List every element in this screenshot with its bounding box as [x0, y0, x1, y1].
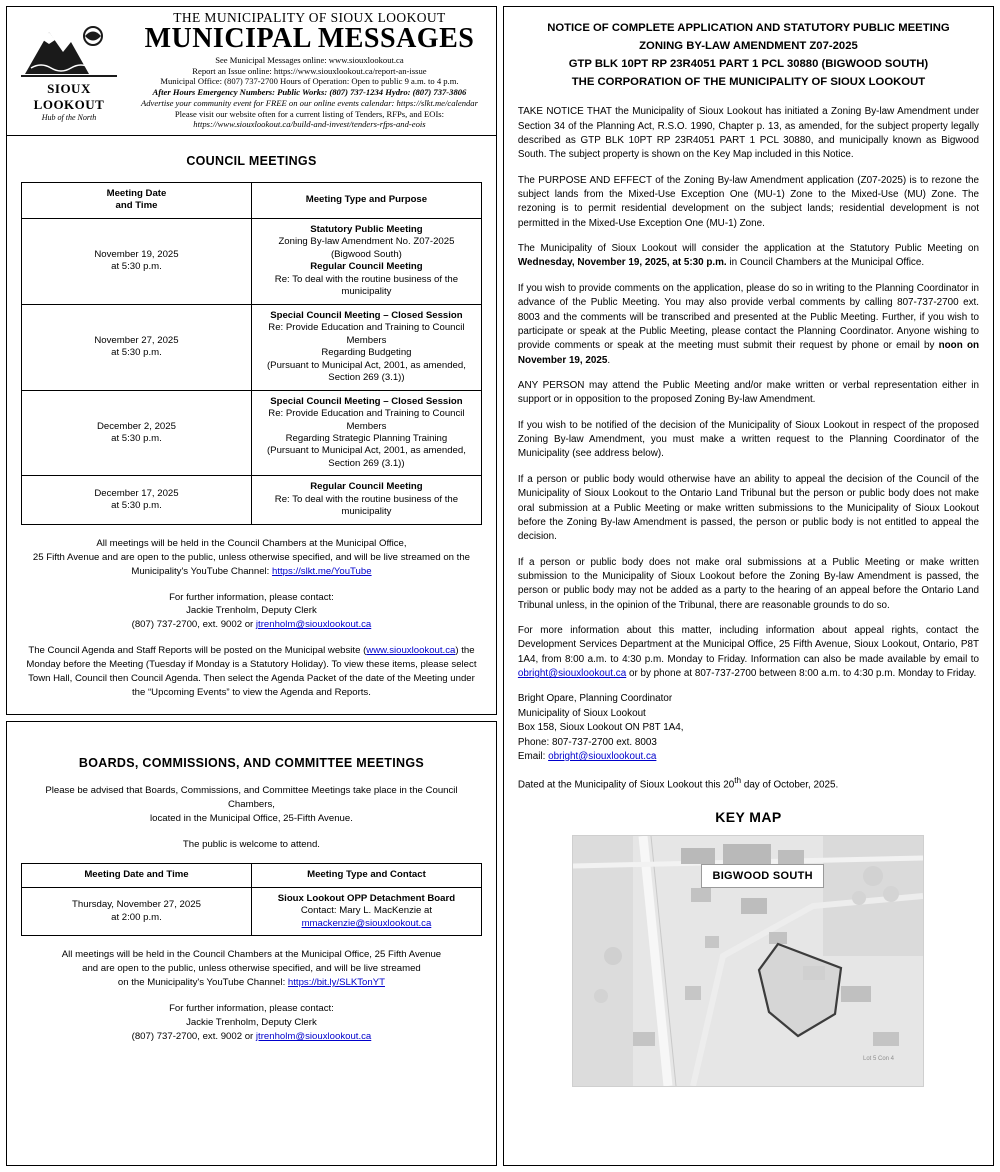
- masthead-detail-1: Report an Issue online: https://www.siouxlookout.ca/report-an-issue: [192, 65, 427, 76]
- council-contact-block: [25, 591, 478, 633]
- boards-meetings-table: [21, 863, 482, 936]
- address-line: Bright Opare, Planning Coordinator: [517, 693, 673, 705]
- col-header-date: Meeting Date and Time: [22, 864, 252, 887]
- notice-heading-line: NOTICE OF COMPLETE APPLICATION AND STATUTORY PUBLIC MEETING: [547, 22, 950, 34]
- col-header-date-l1: Meeting Date: [106, 188, 167, 199]
- col-header-type: Meeting Type and Purpose: [251, 183, 481, 219]
- address-line: Box 158, Sioux Lookout ON P8T 1A4,: [517, 722, 684, 734]
- masthead-detail-3: After Hours Emergency Numbers: Public Works: (807) 737-1234 Hydro: (807) 737-3806: [152, 87, 467, 98]
- para-text: For more information about this matter, including information about appeal rights, contact the Development Services Department at the Municipal Office, 25 Fifth Avenue, Sioux Lookout, Ontario, P8T 1A4, from 8:00 a.m. to 4:30 p.m. Monday to Friday. Information can also be made available by email to: [517, 625, 979, 665]
- key-map-title: KEY MAP: [715, 808, 782, 825]
- masthead-details: [129, 55, 490, 130]
- col-header-date: [22, 183, 252, 219]
- meeting-datetime-emphasis: Wednesday, November 19, 2025, at 5:30 p.m.: [517, 257, 727, 269]
- intro-line: Please be advised that Boards, Commissions, and Committee Meetings take place in the Council Chambers,: [45, 784, 458, 810]
- purpose-line: Re: Provide Education and Training to Council Members: [268, 408, 465, 432]
- address-line: Municipality of Sioux Lookout: [517, 707, 646, 719]
- note-line: [25, 565, 478, 579]
- dated-ordinal: th: [734, 776, 742, 786]
- cell-type-contact: [251, 887, 481, 935]
- note-line: [25, 976, 478, 990]
- time-line: at 2:00 p.m.: [111, 911, 162, 923]
- purpose-line: Regular Council Meeting: [310, 481, 423, 493]
- masthead-detail-4: Advertise your community event for FREE on our online events calendar: https://slkt.me/calendar: [140, 97, 478, 108]
- para-text: or by phone at 807-737-2700 between 8:00 a.m. to 4:30 p.m. Monday to Friday.: [626, 668, 977, 680]
- masthead-line-1: THE MUNICIPALITY OF SIOUX LOOKOUT: [173, 9, 446, 25]
- dated-text: day of October, 2025.: [741, 779, 839, 791]
- purpose-line: (Bigwood South): [330, 248, 402, 260]
- agenda-line: Monday before the Meeting (Tuesday if Monday is a Statutory Holiday). To view these items, please select: [26, 659, 477, 671]
- contact-intro: For further information, please contact:: [169, 1003, 334, 1015]
- svg-text:Lot 5 Con 4: Lot 5 Con 4: [863, 1055, 895, 1062]
- contact-prefix: Contact: Mary L. MacKenzie at: [300, 905, 433, 917]
- para-text: The Municipality of Sioux Lookout will consider the application at the Statutory Public Meeting on: [517, 243, 979, 255]
- municipal-website-link[interactable]: www.siouxlookout.ca: [366, 645, 456, 657]
- municipal-logo: [13, 18, 125, 122]
- notice-dated-line: [518, 775, 979, 793]
- council-meetings-table: [21, 182, 482, 525]
- boards-welcome: The public is welcome to attend.: [182, 838, 320, 850]
- masthead-detail-2: Municipal Office: (807) 737-2700 Hours of Operation: Open to public 9 a.m. to 4 p.m.: [160, 76, 459, 87]
- agenda-line: [25, 644, 478, 658]
- boards-intro: [25, 784, 478, 826]
- masthead: [6, 6, 497, 136]
- board-name: Sioux Lookout OPP Detachment Board: [277, 892, 456, 904]
- purpose-line: (Pursuant to Municipal Act, 2001, as amended, Section 269 (3.1)): [266, 445, 466, 469]
- coordinator-email-link[interactable]: obright@siouxlookout.ca: [548, 750, 657, 762]
- cell-purpose: [251, 218, 481, 304]
- date-line: November 19, 2025: [94, 248, 179, 260]
- board-contact: [256, 905, 477, 930]
- notice-paragraph-5: ANY PERSON may attend the Public Meeting and/or make written or verbal representation either in support or in opposition to the proposed Zoning By-law Amendment.: [517, 380, 979, 406]
- time-line: at 5:30 p.m.: [111, 261, 162, 273]
- council-meetings-title: COUNCIL MEETINGS: [186, 154, 317, 168]
- notice-paragraph-9: [518, 624, 979, 681]
- col-header-type: Meeting Type and Contact: [251, 864, 481, 887]
- council-meetings-panel: [6, 136, 497, 715]
- purpose-line: Regular Council Meeting: [310, 261, 423, 273]
- planning-coordinator-email-link[interactable]: obright@siouxlookout.ca: [517, 668, 627, 680]
- col-header-date-l2: and Time: [115, 200, 158, 212]
- notice-paragraph-1: TAKE NOTICE THAT the Municipality of Sioux Lookout has initiated a Zoning By-law Amendment under Section 34 of the Planning Act, R.S.O. 1990, Chapter p. 13, as amended, for the subject property legally described as GTP BLK 10PT RP 23R4051 PART 1 PCL 30880, and municipally known as Bigwood South. The subject property is shown on the Key Map included in this Notice.: [517, 106, 979, 161]
- cell-date: [22, 304, 252, 390]
- key-map-image: [572, 835, 924, 1087]
- time-line: at 5:30 p.m.: [111, 432, 162, 444]
- boards-committees-panel: [6, 721, 497, 1166]
- boards-committees-title: BOARDS, COMMISSIONS, AND COMMITTEE MEETINGS: [78, 755, 424, 770]
- table-row: [22, 304, 482, 390]
- time-line: at 5:30 p.m.: [111, 347, 162, 359]
- key-map-container: [518, 835, 979, 1087]
- council-live-stream-note: [25, 537, 478, 579]
- youtube-channel-link[interactable]: https://slkt.me/YouTube: [272, 565, 372, 577]
- purpose-line: Special Council Meeting – Closed Session: [270, 395, 463, 407]
- purpose-line: Regarding Budgeting: [321, 347, 412, 359]
- notice-heading-line: GTP BLK 10PT RP 23R4051 PART 1 PCL 30880 (BIGWOOD SOUTH): [568, 58, 929, 71]
- purpose-line: (Pursuant to Municipal Act, 2001, as amended, Section 269 (3.1)): [266, 359, 466, 384]
- contact-name: Jackie Trenholm, Deputy Clerk: [186, 1016, 317, 1028]
- date-line: Thursday, November 27, 2025: [72, 899, 201, 911]
- key-map-parcel-label: BIGWOOD SOUTH: [701, 864, 823, 888]
- cell-purpose: [251, 476, 481, 524]
- note-line: All meetings will be held in the Council Chambers at the Municipal Office,: [96, 537, 407, 549]
- agenda-line: the “Upcoming Events” to view the Agenda and Reports.: [131, 686, 371, 698]
- boards-live-stream-note: [25, 948, 478, 990]
- cell-purpose: [251, 390, 481, 476]
- note-line: and are open to the public, unless otherwise specified, and will be live streamed: [82, 963, 421, 975]
- note-label: Municipality's YouTube Channel:: [131, 565, 273, 577]
- purpose-line: Re: To deal with the routine business of the municipality: [274, 493, 459, 518]
- logo-wordmark: SIOUX LOOKOUT: [33, 81, 105, 112]
- date-line: November 27, 2025: [94, 334, 179, 346]
- masthead-text: [125, 10, 490, 130]
- purpose-line: Special Council Meeting – Closed Session: [270, 309, 463, 321]
- agenda-text: ) the: [455, 645, 475, 657]
- agenda-text: The Council Agenda and Staff Reports will be posted on the Municipal website (: [28, 645, 367, 657]
- para-text: in Council Chambers at the Municipal Office.: [726, 257, 925, 269]
- masthead-detail-5: Please visit our website often for a current listing of Tenders, RFPs, and EOIs:: [174, 108, 445, 119]
- note-label: on the Municipality's YouTube Channel:: [117, 977, 288, 989]
- cell-date: [22, 390, 252, 476]
- board-contact-email-link[interactable]: mmackenzie@siouxlookout.ca: [301, 917, 432, 929]
- intro-line: located in the Municipal Office, 25-Fifth Avenue.: [150, 812, 353, 824]
- date-line: December 2, 2025: [97, 420, 176, 432]
- public-notice-panel: [503, 6, 994, 1166]
- notice-paragraph-3: [518, 242, 979, 271]
- date-line: December 17, 2025: [94, 487, 179, 499]
- email-label: Email:: [517, 750, 549, 762]
- logo-mountain-icon: [19, 18, 119, 80]
- masthead-line-2: MUNICIPAL MESSAGES: [144, 22, 475, 54]
- para-text: If you wish to provide comments on the application, please do so in writing to the Planning Coordinator in advance of the Public Meeting. You may also provide verbal comments by calling 807-737-2700 ext. 8003 and the comments will be transcribed and presented at the Public Meeting. Further, if you wish to participate or speak at the Public Meeting, please contact the Planning Coordinator. Anyone wishing to provide comments or speak at the meeting must submit their request by phone or email by: [517, 282, 979, 352]
- para-text: .: [607, 354, 611, 366]
- boards-youtube-link[interactable]: https://bit.ly/SLKTonYT: [287, 977, 385, 989]
- boards-contact-block: [25, 1002, 478, 1044]
- cell-purpose: [251, 304, 481, 390]
- table-row: [22, 887, 482, 935]
- notice-contact-address: [518, 692, 979, 764]
- boards-clerk-email-link[interactable]: jtrenholm@siouxlookout.ca: [255, 1030, 372, 1042]
- masthead-detail-6: https://www.siouxlookout.ca/build-and-invest/tenders-rfps-and-eois: [193, 119, 426, 130]
- purpose-line: Re: Provide Education and Training to Council Members: [268, 322, 465, 346]
- purpose-line: Re: To deal with the routine business of the municipality: [274, 273, 459, 298]
- contact-line: [25, 618, 478, 632]
- table-row: [22, 218, 482, 304]
- cell-date: [22, 476, 252, 524]
- left-column: [6, 6, 497, 1166]
- notice-paragraph-8: If a person or public body does not make oral submissions at a Public Meeting or make written submission to the Municipality of Sioux Lookout before the Zoning By-law Amendment is passed, the person or public body may not be added as a party to the hearing of an appeal before the Ontario Land Tribunal unless, in the opinion of the Tribunal, there are reasonable grounds to do so.: [517, 556, 979, 611]
- table-row: [22, 476, 482, 524]
- note-line: All meetings will be held in the Council Chambers at the Municipal Office, 25 Fifth Avenue: [61, 949, 442, 961]
- deputy-clerk-email-link[interactable]: jtrenholm@siouxlookout.ca: [255, 619, 372, 631]
- notice-paragraph-2: The PURPOSE AND EFFECT of the Zoning By-law Amendment application (Z07-2025) is to rezone the subject lands from the Mixed-Use Exception One (MU-1) Zone to the Mixed-Use (MU) Zone. The rezoning is to permit residential development on the subject lands; residential development is not permitted in the Mixed-Use Exception One (MU-1) Zone.: [517, 174, 979, 229]
- agenda-line: Town Hall, Council then Council Agenda. Then select the Agenda Packet of the date of the Meeting under: [28, 673, 475, 685]
- council-agenda-note: [25, 644, 478, 700]
- cell-date: [22, 887, 252, 935]
- address-line: Phone: 807-737-2700 ext. 8003: [517, 736, 657, 748]
- purpose-line: Regarding Strategic Planning Training: [285, 432, 448, 444]
- masthead-detail-0: See Municipal Messages online: www.siouxlookout.ca: [215, 54, 404, 65]
- notice-heading: [518, 19, 979, 91]
- contact-name: Jackie Trenholm, Deputy Clerk: [186, 605, 317, 617]
- notice-paragraph-6: If you wish to be notified of the decision of the Municipality of Sioux Lookout in respect of the proposed Zoning By-law Amendment, you must make a written request to the Planning Coordinator of the Municipality (see address below).: [517, 419, 979, 460]
- contact-intro: For further information, please contact:: [169, 591, 334, 603]
- notice-paragraph-7: If a person or public body would otherwise have an ability to appeal the decision of the Council of the Municipality of Sioux Lookout to the Ontario Land Tribunal but the person or public body does not make oral submission at a Public Meeting or make written submissions to the Municipality of Sioux Lookout before the Zoning By-law Amendment is passed, the person or public body is not entitled to appeal the decision.: [517, 473, 979, 543]
- contact-phone: (807) 737-2700, ext. 9002 or: [131, 1030, 256, 1042]
- table-row: [22, 390, 482, 476]
- time-line: at 5:30 p.m.: [111, 500, 162, 512]
- notice-heading-line: ZONING BY-LAW AMENDMENT Z07-2025: [639, 40, 858, 53]
- notice-paragraph-4: [518, 282, 979, 368]
- contact-phone: (807) 737-2700, ext. 9002 or: [131, 619, 256, 631]
- note-line: 25 Fifth Avenue and are open to the public, unless otherwise specified, and will be live streamed on the: [32, 551, 471, 563]
- purpose-line: Statutory Public Meeting: [310, 223, 423, 235]
- notice-heading-line: THE CORPORATION OF THE MUNICIPALITY OF SIOUX LOOKOUT: [571, 76, 926, 89]
- logo-tagline: Hub of the North: [41, 113, 97, 122]
- cell-date: [22, 218, 252, 304]
- contact-line: [25, 1030, 478, 1044]
- deadline-emphasis: noon on November 19, 2025: [517, 340, 980, 366]
- table-header-row: [22, 183, 482, 219]
- purpose-line: Zoning By-law Amendment No. Z07-2025: [278, 236, 455, 248]
- table-header-row: [22, 864, 482, 887]
- dated-text: Dated at the Municipality of Sioux Lookout this 20: [517, 779, 735, 791]
